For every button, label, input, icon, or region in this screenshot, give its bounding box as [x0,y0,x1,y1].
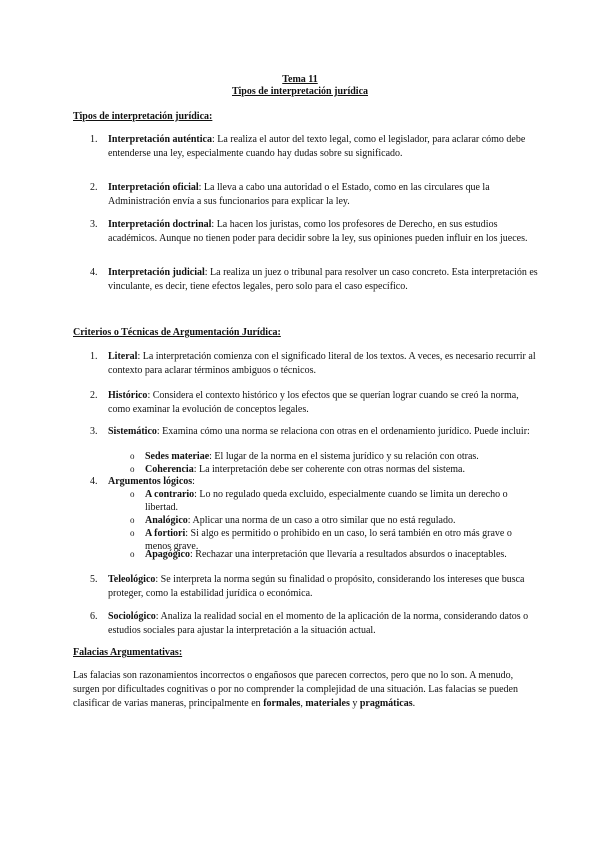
section-heading-tipos: Tipos de interpretación jurídica: [73,111,213,122]
section-heading-falacias: Falacias Argumentativas: [73,647,183,658]
tema-label: Tema 11 [282,74,318,85]
page-title: Tipos de interpretación jurídica [231,86,369,97]
section-heading-criterios: Criterios o Técnicas de Argumentación Jurídica: [73,327,281,338]
document-page: Tema 11 Tipos de interpretación jurídica Tipos de interpretación jurídica: 1. Interpretación auténtica: La realiza el autor del texto legal, como el legislador, para aclarar cómo debe entenderse una ley, especialmente cuando hay dudas sobre su significado. 2. Interpretación oficial: La lleva a cabo una autoridad o el Estado, como en las circulares que la Administración envía a sus funcionarios para explicar la ley. 3. Interpretación doctrinal: La hacen los juristas, como los profesores de Derecho, en sus estudios académicos. Aunque no tienen poder para decidir sobre la ley, sus opiniones pueden influir en los jueces. 4. Interpretación judicial: La realiza un juez o tribunal para resolver un caso concreto. Esta interpretación es vinculante, es decir, tiene efectos legales, pero solo para el caso específico. Criterios o Técnicas de Argumentación Jurídica: 1. Literal: La interpretación comienza con el significado literal de los textos. A veces, es necesario recurrir al contexto para aclarar términos ambiguos o técnicos. 2. Histórico: Considera el contexto histórico y los efectos que se querían lograr cuando se creó la norma, como examinar la evolución de conceptos legales. 3. Sistemático: Examina cómo una norma se relaciona con otras en el ordenamiento jurídico. Puede incluir: o Sedes materiae: El lugar de la norma en el sistema jurídico y su relación con otras. o Coherencia: La interpretación debe ser coherente con otras normas del sistema. 4. Argumentos lógicos: o A contrario: Lo no regulado queda excluido, especialmente cuando se limita un derecho o libertad. o Analógico: Aplicar una norma de un caso a otro similar que no está regulado. o A fortiori: Si algo es permitido o prohibido en un caso, lo será también en otro más grave o menos grave. o Apagógico: Rechazar una interpretación que llevaría a resultados absurdos o inaceptables. 5. Teleológico: Se interpreta la norma según su finalidad o propósito, considerando los intereses que busca proteger, como la estabilidad jurídica o económica. 6. Sociológico: Analiza la realidad social en el momento de la aplicación de la norma, considerando datos o estudios sociales para ajustar la interpretación a la situación actual. Falacias Argumentativas: Las falacias son razonamientos incorrectos o engañosos que parecen correctos, pero que no lo son. A menudo, surgen por dificultades cognitivas o por no comprender la complejidad de una situación. Las falacias se pueden clasificar de varias maneras, principalmente en formales, materiales y pragmáticas. [0,0,600,848]
falacias-paragraph: Las falacias son razonamientos incorrectos o engañosos que parecen correctos, pero que no lo son. A menudo, surgen por dificultades cognitivas o por no comprender la complejidad de una situación. Las falacias se pueden clasificar de varias maneras, principalmente en formales, materiales y pragmáticas. [73,670,518,709]
